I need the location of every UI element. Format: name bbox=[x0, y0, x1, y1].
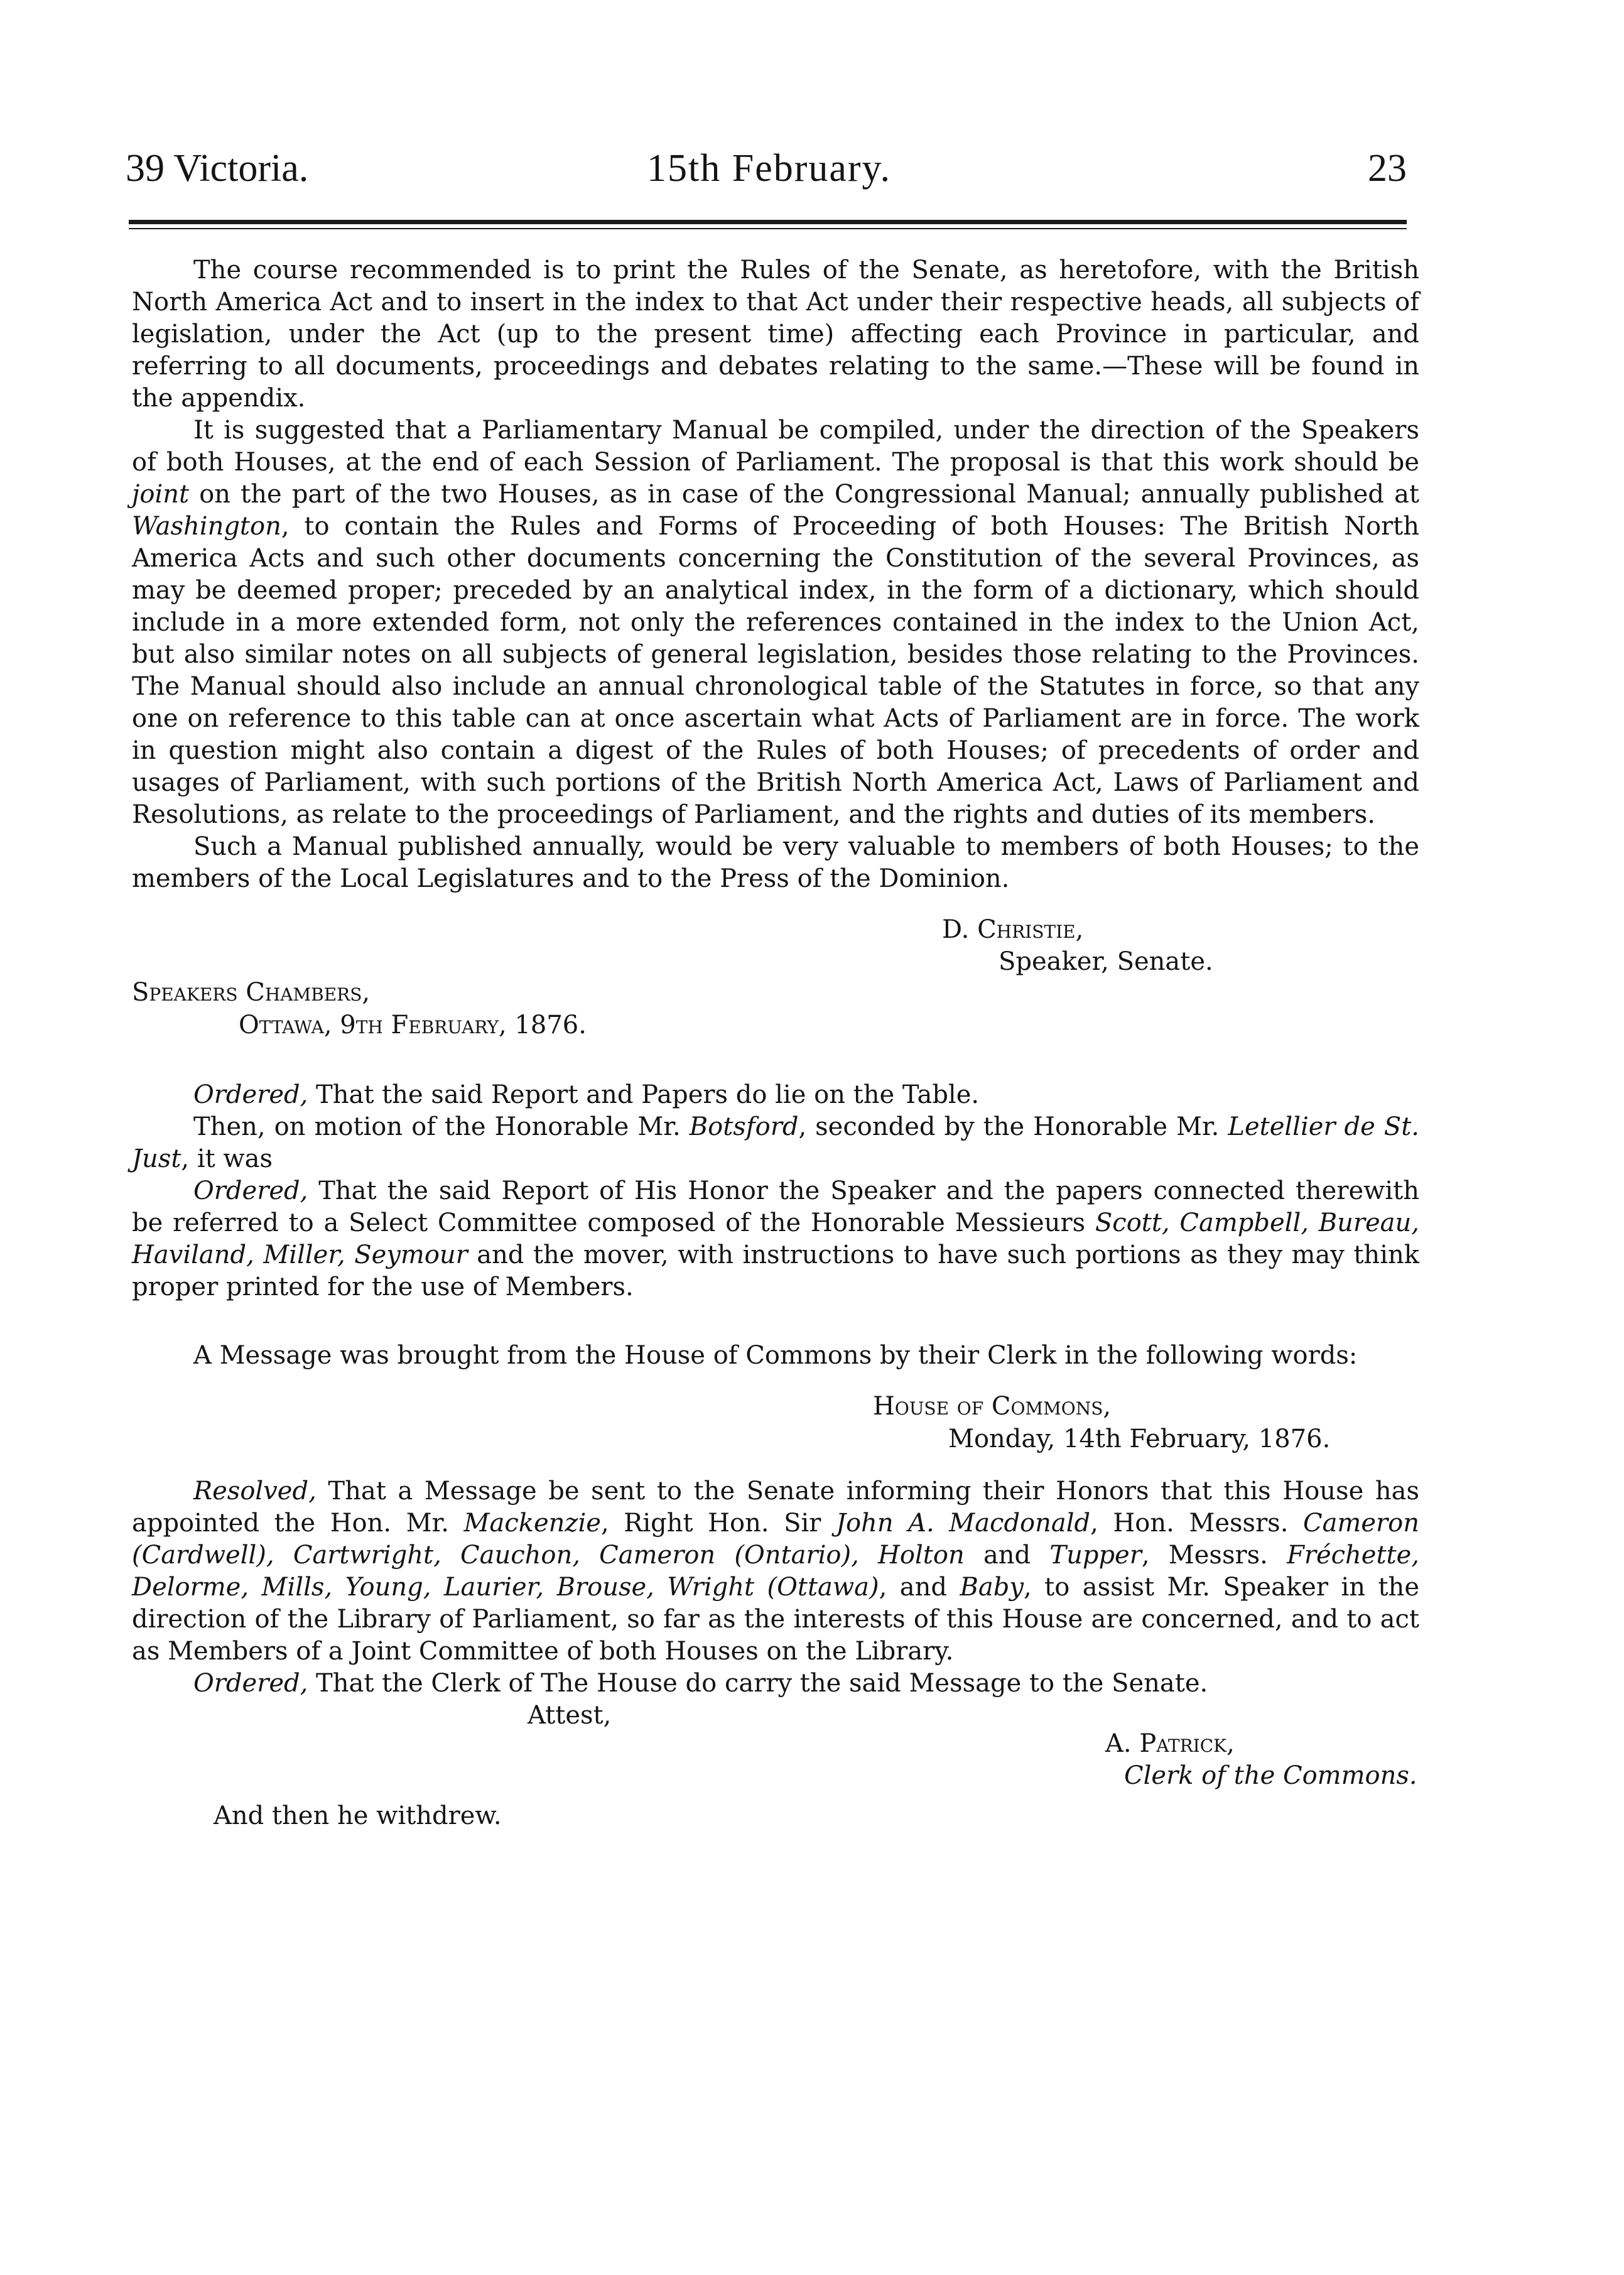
page-body bbox=[132, 254, 1419, 1832]
paragraph-text: , Hon. Messrs. bbox=[1090, 1509, 1303, 1538]
paragraph-ordered-table bbox=[132, 1079, 1419, 1111]
page-header bbox=[126, 143, 1407, 193]
ordered-label: Ordered, bbox=[193, 1176, 308, 1205]
commons-title: House of Commons, bbox=[873, 1392, 1112, 1421]
closing-line: And then he withdrew. bbox=[214, 1801, 502, 1830]
paragraph-text: , Right Hon. Sir bbox=[600, 1509, 836, 1538]
paragraph-text: The course recommended is to print the Rules of the Senate, as heretofore, with the British North America Act and to insert in the index to that Act under their respective heads, all subjects of legislation, under the Act (up to the present time) affecting each Province in particular, and referring to all documents, proceedings and debates relating to the same.—These will be found in the appendix. bbox=[132, 256, 1419, 413]
italic-names: Scott, Campbell, Bureau, Haviland, Miller, Seymour bbox=[132, 1208, 1419, 1269]
page-number: 23 bbox=[1368, 147, 1407, 190]
place-and-date bbox=[132, 977, 1419, 1043]
paragraph-motion bbox=[132, 1111, 1419, 1175]
clerk-name: A. Patrick, bbox=[1105, 1729, 1235, 1758]
paragraph-text: and the mover, with instructions to have such portions as they may think proper printed for the use of Members. bbox=[132, 1241, 1419, 1301]
paragraph-text: It is suggested that a Parliamentary Manual be compiled, under the direction of the Speakers of both Houses, at the end of each Session of Parliament. The proposal is that this work should be bbox=[132, 416, 1419, 477]
italic-place: Washington bbox=[132, 512, 281, 541]
paragraph-text: , Messrs. bbox=[1141, 1541, 1287, 1570]
italic-name: Baby bbox=[960, 1573, 1024, 1602]
paragraph-text: on the part of the two Houses, as in case of the Congressional Manual; annually published at bbox=[189, 480, 1419, 509]
header-rule bbox=[129, 220, 1407, 224]
italic-name: John A. Macdonald bbox=[835, 1509, 1091, 1538]
paragraph-text: Then, on motion of the Honorable Mr. bbox=[193, 1112, 690, 1141]
paragraph-value bbox=[132, 831, 1419, 895]
paragraph-text: That a Message be sent to the Senate informing their Honors that this House has appointed the Hon. Mr. bbox=[132, 1477, 1419, 1538]
resolved-label: Resolved, bbox=[193, 1477, 317, 1506]
paragraph-text: A Message was brought from the House of Commons by their Clerk in the following words: bbox=[193, 1341, 1358, 1370]
paragraph-text: Such a Manual published annually, would be very valuable to members of both Houses; to the members of the Local Legislatures and to the Press of the Dominion. bbox=[132, 832, 1419, 893]
paragraph-text: , and bbox=[879, 1573, 960, 1602]
commons-heading bbox=[132, 1391, 1419, 1457]
attest-label: Attest, bbox=[528, 1701, 612, 1730]
header-rule-thin bbox=[129, 228, 1407, 229]
italic-name: Tupper bbox=[1049, 1541, 1142, 1570]
paragraph-ordered-clerk bbox=[132, 1668, 1419, 1700]
paragraph-text: , to contain the Rules and Forms of Proceeding of both Houses: The British North America Acts and such other documents concerning the Constitution of the several Provinces, as may be deemed proper; preceded by an analytical index, in the form of a dictionary, which should include in a more extended form, not only the references contained in the index to the Union Act, but also similar notes on all subjects of general legislation, besides those relating to the Provinces. The Manual should also include an annual chronological table of the Statutes in force, so that any one on reference to this table can at once ascertain what Acts of Parliament are in force. The work in question might also contain a digest of the Rules of both Houses; of precedents of order and usages of Parliament, with such portions of the British North America Act, Laws of Parliament and Resolutions, as relate to the proceedings of Parliament, and the rights and duties of its members. bbox=[132, 512, 1419, 829]
paragraph-resolved bbox=[132, 1475, 1419, 1668]
paragraph-text: That the said Report and Papers do lie on the Table. bbox=[308, 1080, 980, 1109]
paragraph-manual bbox=[132, 415, 1419, 831]
signature-title: Speaker, Senate. bbox=[999, 947, 1213, 976]
italic-name: Botsford bbox=[689, 1112, 799, 1141]
paragraph-text: and bbox=[964, 1541, 1050, 1570]
paragraph-text: , to assist Mr. Speaker in the direction of the Library of Parliament, so far as the interests of this House are concerned, and to act as Members of a Joint Committee of both Houses on the Library. bbox=[132, 1573, 1419, 1666]
attest-block bbox=[132, 1700, 1419, 1790]
commons-date: Monday, 14th February, 1876. bbox=[948, 1425, 1331, 1453]
paragraph-message bbox=[132, 1340, 1419, 1372]
italic-term: joint bbox=[132, 480, 190, 509]
italic-name: Letellier de St. Just bbox=[132, 1112, 1419, 1173]
paragraph-text: That the Clerk of The House do carry the said Message to the Senate. bbox=[308, 1669, 1208, 1698]
italic-name: Mackenzie bbox=[463, 1509, 601, 1538]
paragraph-text: That the said Report of His Honor the Speaker and the papers connected therewith be referred to a Select Committee composed of the Honorable Messieurs bbox=[132, 1176, 1419, 1237]
paragraph-rules bbox=[132, 254, 1419, 415]
paragraph-text: , seconded by the Honorable Mr. bbox=[798, 1112, 1228, 1141]
paragraph-ordered-committee bbox=[132, 1175, 1419, 1303]
ordered-label: Ordered, bbox=[193, 1080, 308, 1109]
header-date: 15th February. bbox=[647, 147, 892, 190]
ordered-label: Ordered, bbox=[193, 1669, 308, 1698]
signature-name: D. Christie, bbox=[942, 915, 1084, 944]
header-session: 39 Victoria. bbox=[126, 147, 309, 190]
speaker-signature bbox=[132, 914, 1419, 977]
date-line: Ottawa, 9th February, 1876. bbox=[239, 1011, 587, 1040]
italic-names: Cameron (Cardwell), Cartwright, Cauchon, Cameron (Ontario), Holton bbox=[132, 1509, 1419, 1570]
clerk-title: Clerk of the Commons. bbox=[1124, 1761, 1417, 1790]
paragraph-text: , it was bbox=[181, 1144, 273, 1173]
italic-names: Fréchette, Delorme, Mills, Young, Laurier, Brouse, Wright (Ottawa) bbox=[132, 1541, 1419, 1602]
place-line: Speakers Chambers, bbox=[132, 978, 371, 1007]
